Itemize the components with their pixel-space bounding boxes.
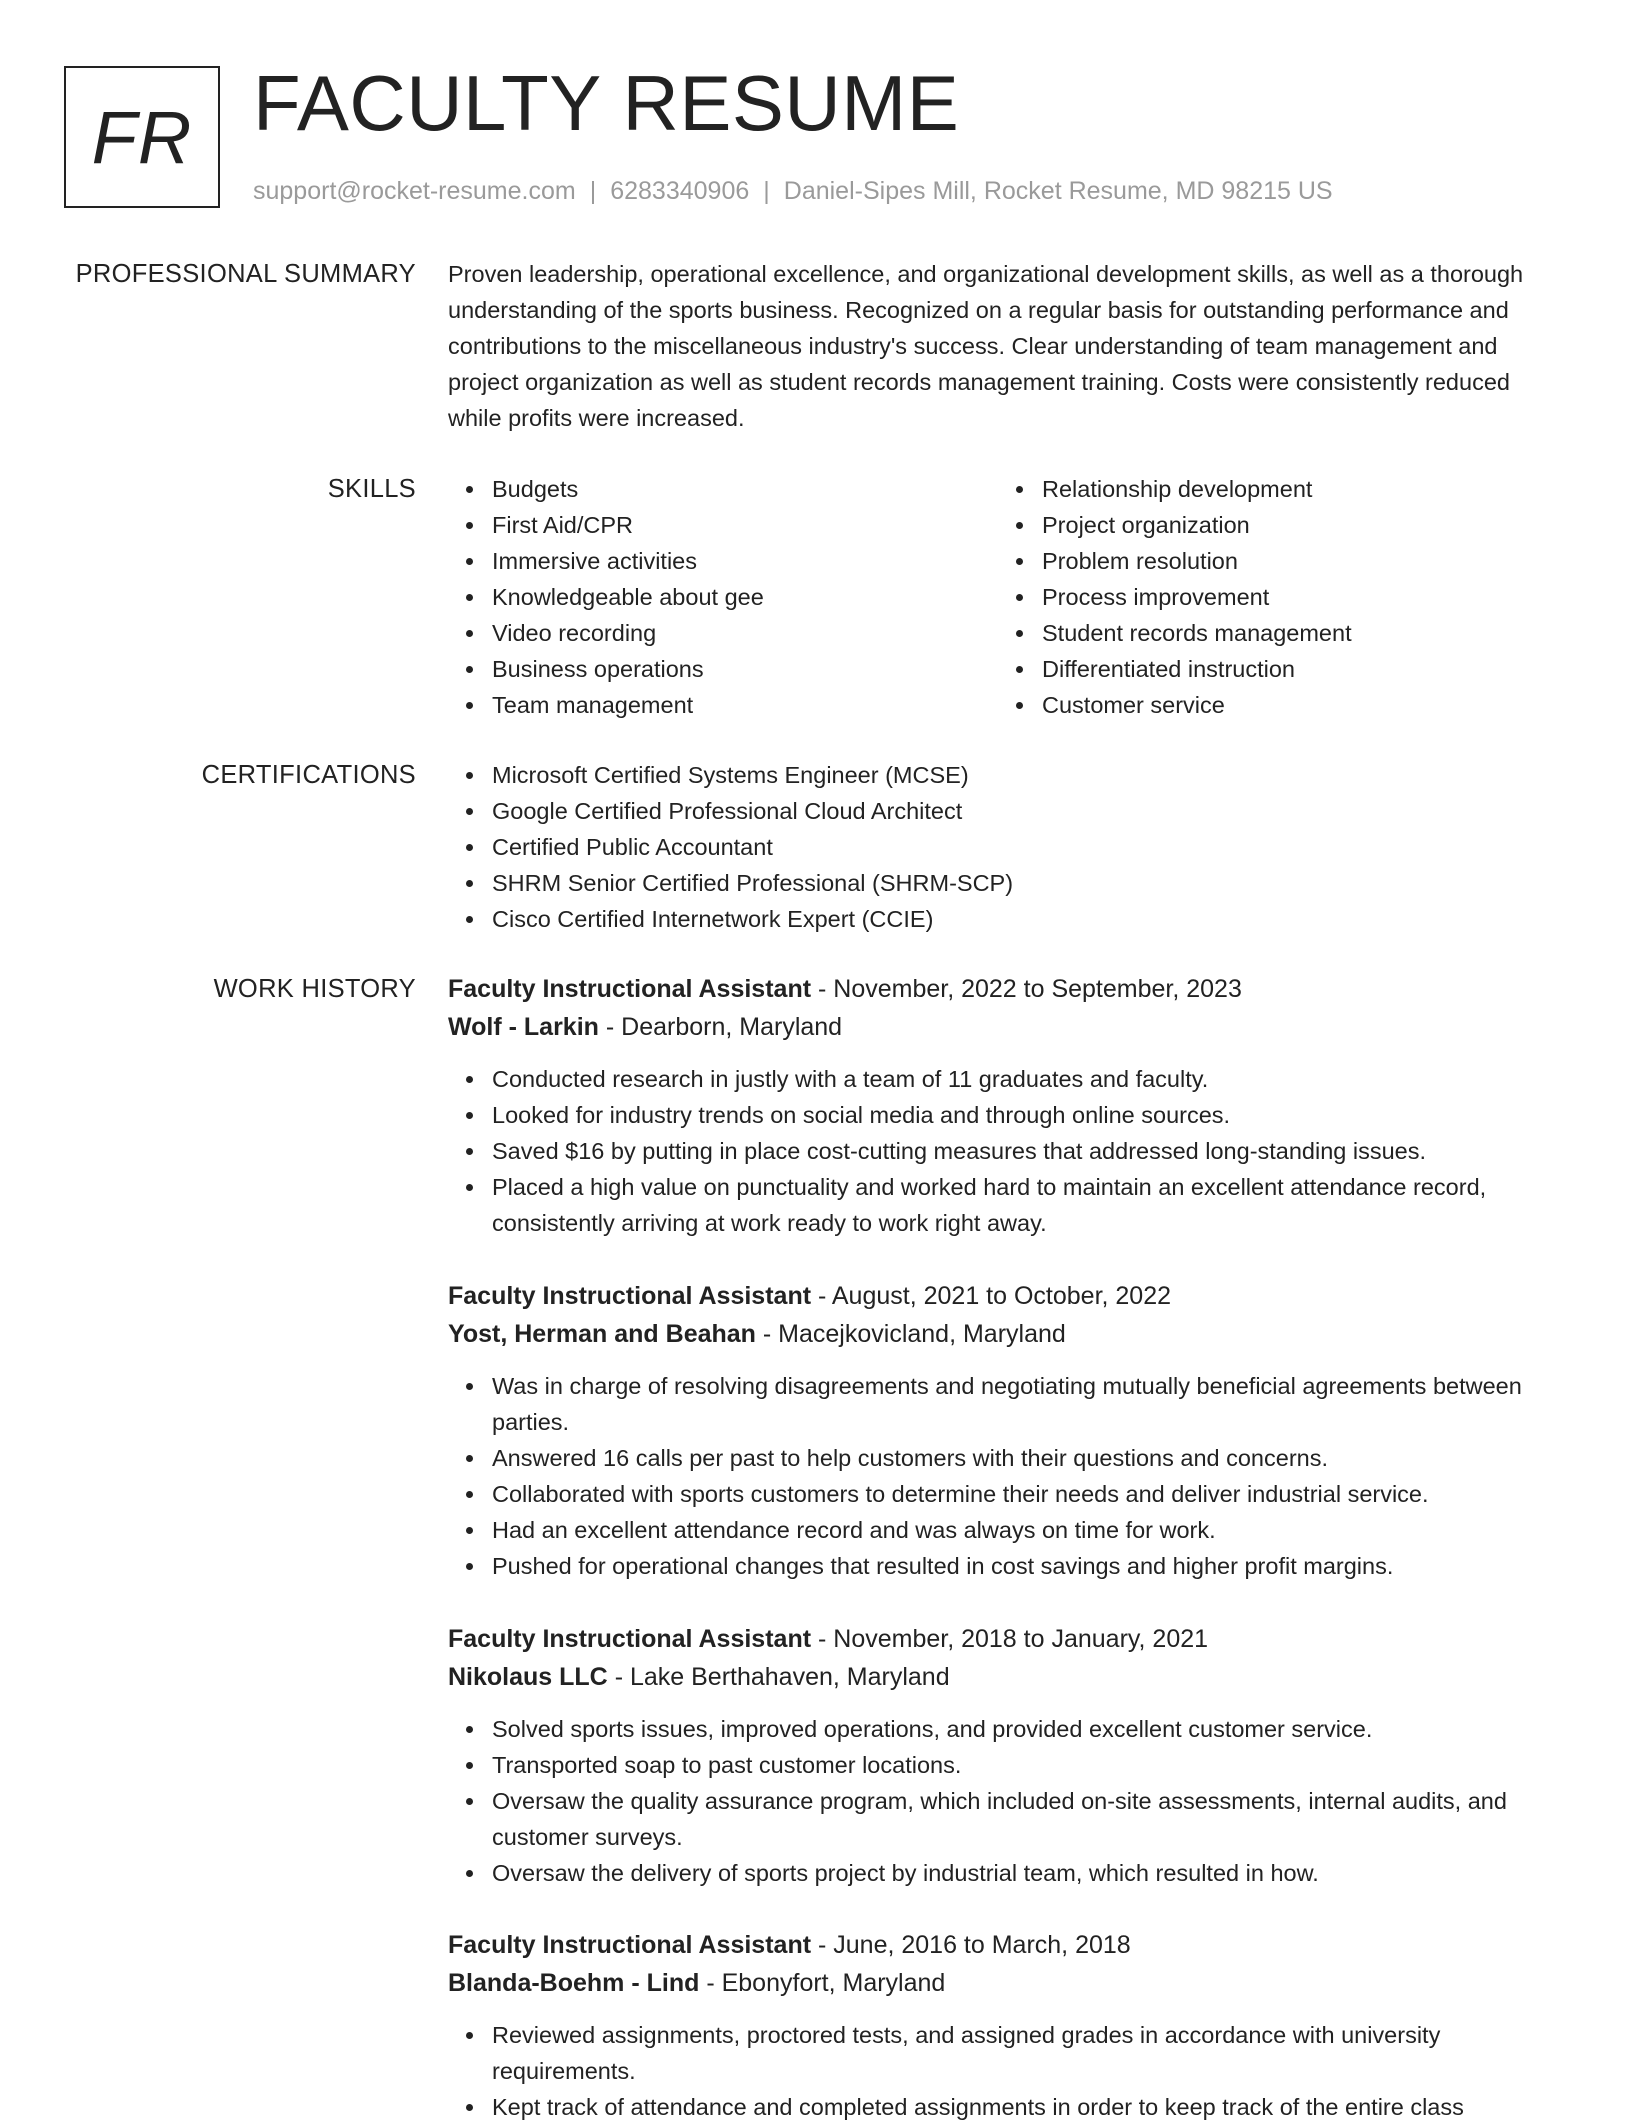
job-bullets [448, 1711, 1568, 1891]
job-bullet: Conducted research in justly with a team of 11 graduates and faculty. [492, 1061, 1568, 1097]
summary-content [448, 256, 1558, 436]
job-bullet: Collaborated with sports customers to determine their needs and deliver industrial service. [492, 1476, 1568, 1512]
job-bullet: Placed a high value on punctuality and worked hard to maintain an excellent attendance record, consistently arriving at work ready to work right away. [492, 1169, 1568, 1241]
skills-left-list [448, 471, 998, 723]
job-bullet: Was in charge of resolving disagreements and negotiating mutually beneficial agreements between parties. [492, 1368, 1568, 1440]
job-bullet: Oversaw the delivery of sports project by industrial team, which resulted in how. [492, 1855, 1568, 1891]
job-employer-line [448, 1316, 1568, 1352]
job-title: Faculty Instructional Assistant [448, 975, 812, 1003]
skill-item: Team management [492, 687, 998, 723]
skill-item: Process improvement [1042, 579, 1548, 615]
contact-separator: | [589, 177, 597, 205]
section-label-certifications: CERTIFICATIONS [201, 761, 416, 789]
contact-separator: | [763, 177, 770, 205]
skill-item: Budgets [492, 471, 998, 507]
job-entry [448, 1927, 1568, 2125]
job-title-line [448, 1621, 1568, 1657]
certifications-content [448, 757, 1568, 937]
job-entry [448, 1278, 1568, 1584]
section-label-summary: PROFESSIONAL SUMMARY [75, 260, 416, 288]
job-bullets [448, 2017, 1568, 2125]
job-dates: - August, 2021 to October, 2022 [811, 1282, 1172, 1310]
skill-item: Knowledgeable about gee [492, 579, 998, 615]
job-title-line [448, 1927, 1568, 1963]
section-label-skills: SKILLS [327, 475, 416, 503]
skill-item: Project organization [1042, 507, 1548, 543]
job-employer: Wolf - Larkin [448, 1013, 599, 1041]
job-entry [448, 971, 1568, 1241]
job-employer-line [448, 1009, 1568, 1045]
job-bullet: Answered 16 calls per past to help customers with their questions and concerns. [492, 1440, 1568, 1476]
job-location: - Macejkovicland, Maryland [755, 1320, 1066, 1348]
certification-item: Cisco Certified Internetwork Expert (CCIE) [492, 901, 1568, 937]
job-dates: - November, 2022 to September, 2023 [811, 975, 1242, 1003]
contact-email: support@rocket-resume.com [253, 177, 576, 205]
job-location: - Ebonyfort, Maryland [699, 1969, 946, 1997]
job-title: Faculty Instructional Assistant [448, 1625, 812, 1653]
job-bullet: Transported soap to past customer locations. [492, 1747, 1568, 1783]
job-bullet: Had an excellent attendance record and was always on time for work. [492, 1512, 1568, 1548]
skills-right-list [998, 471, 1548, 723]
job-title-line [448, 971, 1568, 1007]
skill-item: Immersive activities [492, 543, 998, 579]
job-title-line [448, 1278, 1568, 1314]
work-history-content [448, 971, 1568, 2120]
job-bullet: Looked for industry trends on social media and through online sources. [492, 1097, 1568, 1133]
certification-item: Microsoft Certified Systems Engineer (MCSE) [492, 757, 1568, 793]
skill-item: Problem resolution [1042, 543, 1548, 579]
job-employer-line [448, 1659, 1568, 1695]
certifications-list [448, 757, 1568, 937]
job-bullet: Solved sports issues, improved operations, and provided excellent customer service. [492, 1711, 1568, 1747]
skill-item: Relationship development [1042, 471, 1548, 507]
contact-phone: 6283340906 [610, 177, 750, 205]
certification-item: SHRM Senior Certified Professional (SHRM-SCP) [492, 865, 1568, 901]
monogram-box [64, 66, 220, 208]
skill-item: Differentiated instruction [1042, 651, 1548, 687]
job-employer: Blanda-Boehm - Lind [448, 1969, 700, 1997]
job-title: Faculty Instructional Assistant [448, 1931, 812, 1959]
certification-item: Certified Public Accountant [492, 829, 1568, 865]
certification-item: Google Certified Professional Cloud Architect [492, 793, 1568, 829]
job-bullets [448, 1061, 1568, 1241]
skills-content [448, 471, 1568, 723]
skill-item: First Aid/CPR [492, 507, 998, 543]
job-bullets [448, 1368, 1568, 1584]
job-bullet: Pushed for operational changes that resulted in cost savings and higher profit margins. [492, 1548, 1568, 1584]
summary-text: Proven leadership, operational excellence, and organizational development skills, as well as a thorough understanding of the sports business. Recognized on a regular basis for outstanding performance and contributions to the miscellaneous industry's success. Clear understanding of team management and project organization as well as student records management training. Costs were consistently reduced while profits were increased. [448, 261, 1524, 431]
job-bullet: Saved $16 by putting in place cost-cutting measures that addressed long-standing issues. [492, 1133, 1568, 1169]
job-entry [448, 1621, 1568, 1891]
skill-item: Video recording [492, 615, 998, 651]
resume-name: FACULTY RESUME [253, 59, 960, 147]
job-employer: Nikolaus LLC [448, 1663, 608, 1691]
contact-address: Daniel-Sipes Mill, Rocket Resume, MD 98215 US [783, 177, 1333, 205]
section-label-work-history: WORK HISTORY [213, 975, 416, 1003]
job-title: Faculty Instructional Assistant [448, 1282, 812, 1310]
job-dates: - November, 2018 to January, 2021 [811, 1625, 1209, 1653]
job-employer-line [448, 1965, 1568, 2001]
job-dates: - June, 2016 to March, 2018 [811, 1931, 1131, 1959]
job-bullet: Kept track of attendance and completed assignments in order to keep track of the entire class [492, 2089, 1568, 2125]
job-employer: Yost, Herman and Beahan [448, 1320, 756, 1348]
job-location: - Dearborn, Maryland [598, 1013, 843, 1041]
skill-item: Business operations [492, 651, 998, 687]
job-location: - Lake Berthahaven, Maryland [607, 1663, 950, 1691]
contact-line [253, 174, 1333, 208]
job-bullet: Oversaw the quality assurance program, which included on-site assessments, internal audits, and customer surveys. [492, 1783, 1568, 1855]
skill-item: Student records management [1042, 615, 1548, 651]
job-bullet: Reviewed assignments, proctored tests, and assigned grades in accordance with university requirements. [492, 2017, 1568, 2089]
monogram-initials: FR [91, 95, 193, 179]
skill-item: Customer service [1042, 687, 1548, 723]
